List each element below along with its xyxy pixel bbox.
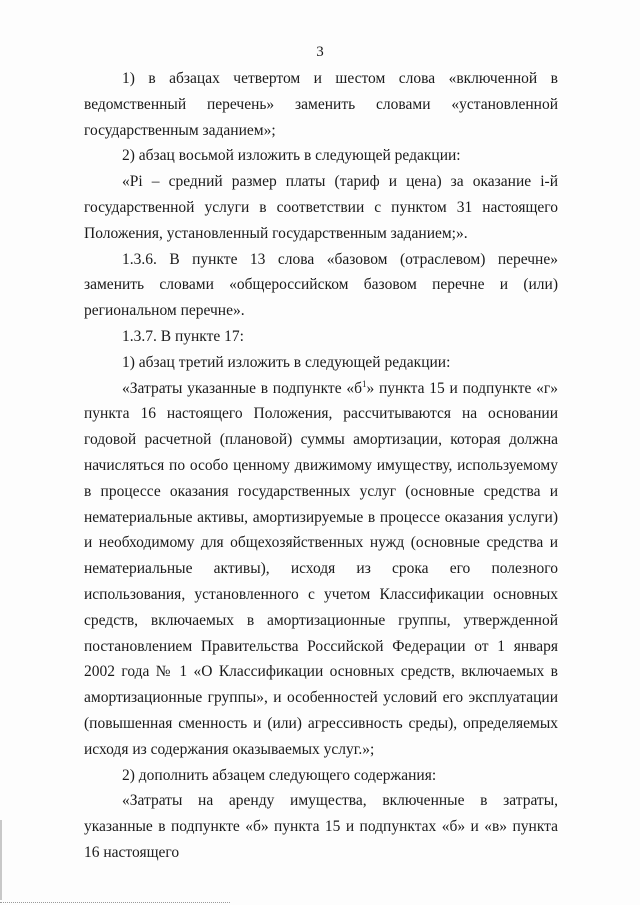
- scan-edge-bottom: [0, 901, 230, 903]
- superscript: 1: [361, 378, 367, 389]
- paragraph-6: 1) абзац третий изложить в следующей редакции:: [122, 353, 451, 371]
- paragraph-8: 2) дополнить абзацем следующего содержания:: [122, 766, 437, 784]
- paragraph-5: 1.3.7. В пункте 17:: [122, 327, 244, 345]
- paragraph-7-rest: » пункта 15 и подпункте «г» пункта 16 настоящего Положения, рассчитываются на основании годовой расчетной (плановой) суммы амортизации, которая должна начисляться по особо ценному движимому имуществу, используемому в процессе оказания государственных услуг (основные средства и нематериальные активы, амортизируемые в процессе оказания услуги) и необходимому для общехозяйственных нужд (основные средства и нематериальные активы), исходя из срока его полезного использования, установленного с учетом Классификации основных средств, включаемых в амортизационные группы, утвержденной постановлением Правительства Российской Федерации от 1 января 2002 года № 1 «О Классификации основных средств, включаемых в амортизационные группы», и особенностей условий его эксплуатации (повышенная сменность и (или) агрессивность среды), определяемых исходя из содержания оказываемых услуг.»;: [84, 379, 558, 758]
- paragraph-9: «Затраты на аренду имущества, включенные в затраты, указанные в подпункте «б» пункта 15 и подпунктах «б» и «в» пункта 16 настоящего: [84, 792, 558, 861]
- paragraph-7-start: «Затраты указанные в подпункте «б: [122, 379, 362, 397]
- paragraph-4: 1.3.6. В пункте 13 слова «базовом (отраслевом) перечне» заменить словами «общероссийском базовом перечне и (или) региональном перечне».: [84, 250, 558, 320]
- paragraph-3: «Pi – средний размер платы (тариф и цена) за оказание i-й государственной услуги в соответствии с пунктом 31 настоящего Положения, установленный государственным заданием;».: [84, 173, 558, 242]
- document-body: [84, 66, 558, 866]
- page-number: 3: [316, 44, 324, 60]
- paragraph-1: 1) в абзацах четвертом и шестом слова «включенной в ведомственный перечень» заменить словами «установленной государственным заданием»;: [84, 70, 558, 139]
- scan-edge-left: [0, 820, 2, 900]
- paragraph-2: 2) абзац восьмой изложить в следующей редакции:: [122, 147, 461, 165]
- paragraph-7: [84, 376, 558, 763]
